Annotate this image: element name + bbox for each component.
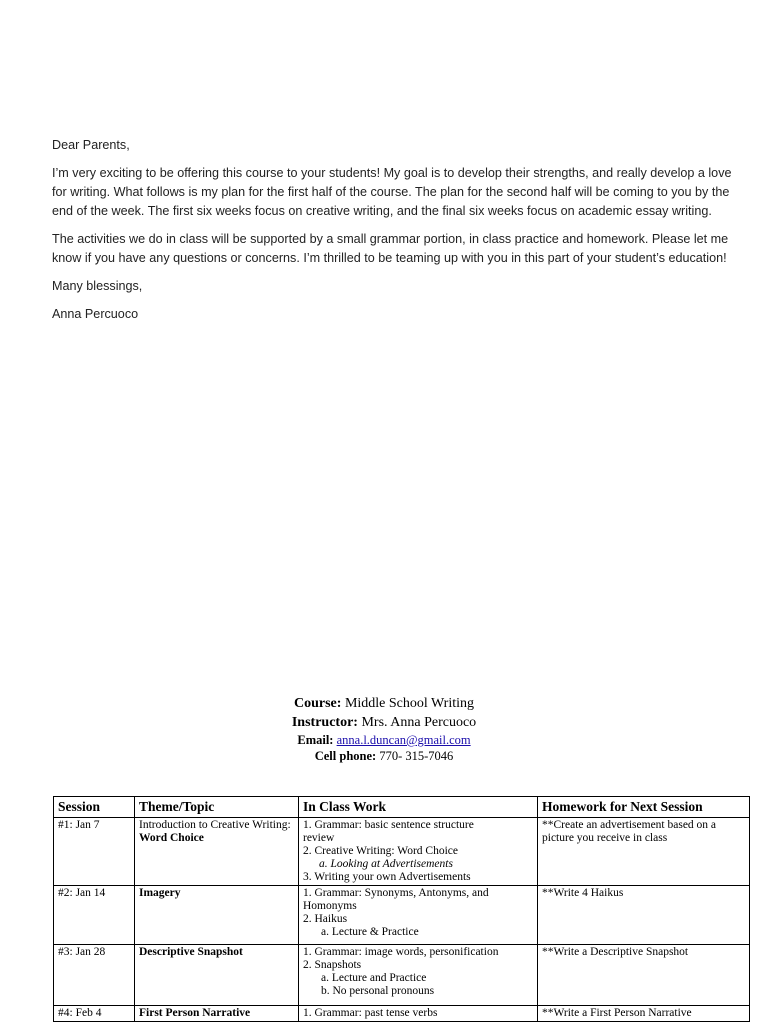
- work-cell: [299, 886, 538, 945]
- theme-cell: [135, 945, 299, 1006]
- table-row: [54, 818, 750, 886]
- phone-label: Cell phone:: [314, 749, 377, 763]
- instructor-label: Instructor:: [291, 715, 358, 730]
- schedule-table: [53, 796, 750, 1022]
- work-line: Homonyms: [303, 900, 357, 912]
- letter-closing: Many blessings,: [52, 279, 143, 293]
- theme-cell: [135, 818, 299, 886]
- letter-paragraph-1: I’m very exciting to be offering this course to your students! My goal is to develop their strengths, and really develop a love for writing. What follows is my plan for the first half of the course. The plan for the second half will be coming to you by the end of the week. The first six weeks focus on creative writing, and the final six weeks focus on academic essay writing.: [52, 166, 732, 218]
- phone-line: [0, 749, 768, 764]
- session-cell: #3: Jan 28: [54, 945, 135, 1006]
- header-in-class-work: In Class Work: [299, 797, 538, 818]
- work-line: 2. Creative Writing: Word Choice: [303, 845, 459, 857]
- course-line: [0, 696, 768, 712]
- letter-paragraph-2: The activities we do in class will be supported by a small grammar portion, in class practice and homework. Please let me know if you have any questions or concerns. I’m thrilled to be teaming up with you in this part of your student’s education!: [52, 232, 729, 265]
- homework-cell: **Write a First Person Narrative: [538, 1006, 750, 1022]
- theme-cell: [135, 1006, 299, 1022]
- session-cell: #4: Feb 4: [54, 1006, 135, 1022]
- work-line: a. Lecture & Practice: [321, 926, 419, 938]
- letter-greeting: Dear Parents,: [52, 138, 130, 152]
- work-line: a. Lecture and Practice: [321, 972, 427, 984]
- course-value: Middle School Writing: [344, 696, 474, 711]
- session-cell: #2: Jan 14: [54, 886, 135, 945]
- theme-prefix: Introduction to Creative Writing:: [139, 819, 291, 831]
- email-line: [0, 733, 768, 748]
- work-line: 1. Grammar: image words, personification: [303, 946, 499, 958]
- table-row: [54, 945, 750, 1006]
- header-homework: Homework for Next Session: [538, 797, 750, 818]
- theme-bold: Word Choice: [139, 832, 204, 844]
- work-line: a. Looking at Advertisements: [319, 858, 453, 870]
- homework-cell: **Write 4 Haikus: [538, 886, 750, 945]
- work-cell: [299, 945, 538, 1006]
- work-cell: [299, 1006, 538, 1022]
- table-header-row: [54, 797, 750, 818]
- header-theme: Theme/Topic: [135, 797, 299, 818]
- instructor-value: Mrs. Anna Percuoco: [361, 715, 477, 730]
- work-line: 2. Snapshots: [303, 959, 362, 971]
- table-row: [54, 1006, 750, 1022]
- theme-bold: Imagery: [139, 887, 181, 899]
- work-line: review: [303, 832, 335, 844]
- course-label: Course:: [294, 696, 342, 711]
- header-session: Session: [54, 797, 135, 818]
- homework-cell: **Create an advertisement based on a picture you receive in class: [538, 818, 750, 886]
- work-line: 1. Grammar: basic sentence structure: [303, 819, 474, 831]
- parent-letter: [52, 136, 732, 333]
- theme-bold: Descriptive Snapshot: [139, 946, 243, 958]
- work-line: 1. Grammar: Synonyms, Antonyms, and: [303, 887, 489, 899]
- instructor-line: [0, 715, 768, 731]
- homework-cell: **Write a Descriptive Snapshot: [538, 945, 750, 1006]
- theme-cell: [135, 886, 299, 945]
- work-line: 3. Writing your own Advertisements: [303, 871, 471, 883]
- letter-signature: Anna Percuoco: [52, 307, 139, 321]
- work-line: 1. Grammar: past tense verbs: [303, 1007, 438, 1019]
- table-row: [54, 886, 750, 945]
- email-label: Email:: [297, 733, 334, 747]
- work-line: 2. Haikus: [303, 913, 348, 925]
- theme-bold: First Person Narrative: [139, 1007, 251, 1019]
- phone-value: 770- 315-7046: [379, 749, 454, 763]
- session-cell: #1: Jan 7: [54, 818, 135, 886]
- email-link[interactable]: anna.l.duncan@gmail.com: [336, 733, 471, 747]
- work-cell: [299, 818, 538, 886]
- work-line: b. No personal pronouns: [321, 985, 435, 997]
